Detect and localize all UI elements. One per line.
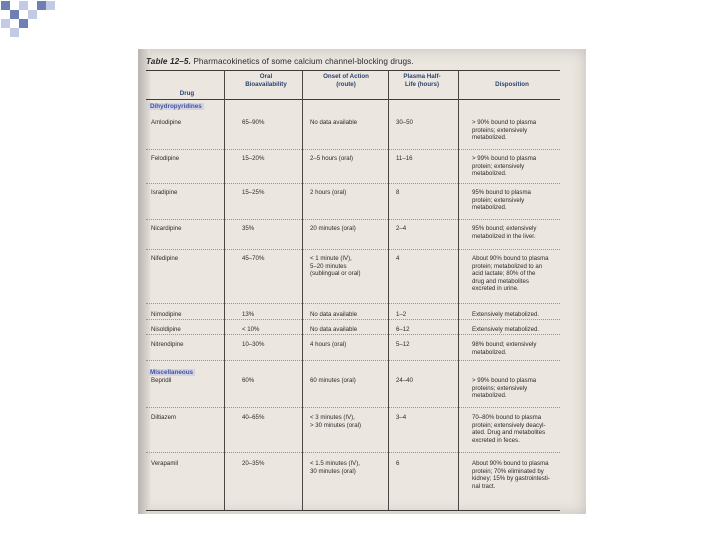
- cell-disp-line: > 99% bound to plasma: [472, 377, 537, 384]
- header-rule: [146, 99, 560, 100]
- cell-half: [396, 311, 456, 319]
- row-divider: [146, 303, 560, 304]
- cell-disp: [472, 119, 572, 142]
- cell-bio: [242, 189, 302, 197]
- cell-disp-line: protein; extensively: [472, 162, 525, 170]
- cell-bio: [242, 255, 302, 263]
- corner-square: [10, 10, 19, 19]
- cell-drug: [151, 119, 229, 127]
- row-divider: [146, 407, 560, 408]
- cell-disp: [472, 377, 572, 400]
- cell-onset: [310, 119, 390, 127]
- cell-bio: [242, 460, 302, 468]
- cell-half-line: 30–50: [396, 119, 413, 126]
- cell-disp: [472, 311, 572, 319]
- cell-drug: [151, 255, 229, 263]
- cell-disp-line: 95% bound to plasma: [472, 189, 531, 196]
- cell-bio-line: 40–65%: [242, 414, 265, 421]
- cell-onset: [310, 189, 390, 197]
- cell-disp-line: acid lactate; 80% of the: [472, 270, 536, 277]
- cell-disp-line: Extensively metabolized.: [472, 326, 540, 333]
- row-divider: [146, 334, 560, 335]
- cell-drug-line: Nisoldipine: [151, 326, 181, 333]
- corner-square: [19, 1, 28, 10]
- row-divider: [146, 249, 560, 250]
- cell-bio: [242, 326, 302, 334]
- cell-onset-line: 60 minutes (oral): [310, 377, 356, 384]
- header-drug: [152, 90, 222, 98]
- corner-square: [28, 10, 37, 19]
- cell-half-line: 3–4: [396, 414, 407, 421]
- cell-half-line: 4: [396, 255, 400, 262]
- cell-onset-line: No data available: [310, 326, 358, 333]
- cell-onset: [310, 255, 390, 278]
- cell-bio: [242, 155, 302, 163]
- header-onset-line: (route): [336, 81, 356, 88]
- cell-disp-line: proteins; extensively: [472, 126, 528, 134]
- cell-onset-line: 2 hours (oral): [310, 189, 347, 196]
- cell-bio: [242, 414, 302, 422]
- cell-disp-line: About 90% bound to plasma: [472, 460, 549, 467]
- cell-bio-line: 10–30%: [242, 341, 265, 348]
- cell-half-line: 6–12: [396, 326, 410, 333]
- cell-bio: [242, 311, 302, 319]
- cell-onset: [310, 377, 390, 385]
- cell-drug: [151, 225, 229, 233]
- cell-disp: [472, 225, 572, 240]
- cell-onset-line: < 3 minutes (IV),: [310, 414, 355, 421]
- cell-bio-line: 60%: [242, 377, 255, 384]
- scanned-table-page: [138, 49, 586, 514]
- cell-half-line: 6: [396, 460, 400, 467]
- cell-half: [396, 155, 456, 163]
- cell-disp-line: 70–80% bound to plasma: [472, 414, 542, 421]
- cell-disp-line: protein; extensively deacyl-: [472, 421, 546, 429]
- cell-drug-line: Nimodipine: [151, 311, 182, 318]
- cell-half-line: 1–2: [396, 311, 407, 318]
- cell-disp-line: drug and metabolites: [472, 277, 529, 285]
- cell-onset-line: < 1 minute (IV),: [310, 255, 352, 262]
- cell-bio: [242, 119, 302, 127]
- cell-disp-line: metabolized in the liver.: [472, 232, 536, 240]
- cell-drug: [151, 326, 229, 334]
- cell-half: [396, 326, 456, 334]
- corner-square: [37, 1, 46, 10]
- header-bioavailability: [226, 73, 306, 89]
- cell-onset-line: 4 hours (oral): [310, 341, 347, 348]
- cell-disp-line: About 90% bound to plasma: [472, 255, 549, 262]
- cell-bio-line: 45–70%: [242, 255, 265, 262]
- cell-onset: [310, 225, 390, 233]
- cell-half-line: 2–4: [396, 225, 407, 232]
- cell-onset: [310, 311, 390, 319]
- cell-onset-line: < 1.5 minutes (IV),: [310, 460, 360, 467]
- cell-bio-line: 20–35%: [242, 460, 265, 467]
- cell-bio: [242, 341, 302, 349]
- cell-drug-line: Bepridil: [151, 377, 172, 384]
- cell-half-line: 5–12: [396, 341, 410, 348]
- cell-bio-line: 15–20%: [242, 155, 265, 162]
- cell-half: [396, 225, 456, 233]
- cell-onset-line: No data available: [310, 119, 358, 126]
- cell-drug-line: Verapamil: [151, 460, 179, 467]
- cell-disp-line: kidney; 15% by gastrointesti-: [472, 475, 550, 482]
- header-onset: [303, 73, 389, 89]
- cell-disp: [472, 414, 572, 444]
- cell-bio-line: 35%: [242, 225, 255, 232]
- header-disp-line: Disposition: [495, 81, 529, 88]
- column-divider: [388, 70, 389, 510]
- row-divider: [146, 149, 560, 150]
- category-label: Dihydropyridines: [150, 103, 202, 110]
- column-divider: [458, 70, 459, 510]
- cell-disp: [472, 341, 572, 356]
- cell-disp-line: > 99% bound to plasma: [472, 155, 537, 162]
- cell-disp-line: metabolized.: [472, 134, 507, 141]
- row-divider: [146, 183, 560, 184]
- cell-onset-line: 30 minutes (oral): [310, 467, 356, 475]
- cell-drug: [151, 311, 229, 319]
- row-divider: [146, 360, 560, 361]
- cell-drug: [151, 341, 229, 349]
- cell-half: [396, 377, 456, 385]
- cell-half: [396, 414, 456, 422]
- cell-drug-line: Isradipine: [151, 189, 178, 196]
- cell-disp-line: metabolized.: [472, 348, 507, 356]
- cell-disp: [472, 326, 572, 334]
- cell-half: [396, 119, 456, 127]
- cell-disp-line: protein; metabolized to an: [472, 262, 543, 270]
- cell-onset: [310, 155, 390, 163]
- cell-disp-line: excreted in feces.: [472, 436, 520, 444]
- header-bio-line: Oral: [259, 73, 273, 80]
- cell-bio-line: 15–25%: [242, 189, 265, 196]
- cell-disp: [472, 460, 572, 490]
- cell-half: [396, 189, 456, 197]
- header-disposition: [460, 81, 564, 89]
- cell-disp-line: protein; 70% eliminated by: [472, 467, 544, 475]
- cell-disp-line: metabolized.: [472, 392, 507, 399]
- header-onset-line: Onset of Action: [323, 73, 369, 80]
- cell-drug: [151, 414, 229, 422]
- corner-square: [10, 28, 19, 37]
- cell-disp-line: metabolized.: [472, 170, 507, 177]
- cell-disp-line: proteins; extensively: [472, 384, 528, 392]
- cell-drug-line: Diltiazem: [151, 414, 177, 421]
- cell-drug: [151, 189, 229, 197]
- cell-bio: [242, 377, 302, 385]
- cell-onset-line: 20 minutes (oral): [310, 225, 356, 232]
- cell-disp-line: metabolized.: [472, 204, 507, 211]
- cell-disp-line: ated. Drug and metabolites: [472, 429, 546, 436]
- cell-drug-line: Nifedipine: [151, 255, 179, 262]
- cell-onset-line: (sublingual or oral): [310, 270, 361, 277]
- corner-square: [1, 19, 10, 28]
- cell-half: [396, 341, 456, 349]
- cell-half-line: 8: [396, 189, 400, 196]
- header-half-line: Plasma Half-: [403, 73, 441, 80]
- cell-bio-line: 13%: [242, 311, 255, 318]
- cell-disp: [472, 155, 572, 178]
- cell-disp: [472, 255, 572, 293]
- corner-square: [1, 1, 10, 10]
- cell-half-line: 11–16: [396, 155, 413, 162]
- cell-half-line: 24–40: [396, 377, 413, 384]
- cell-drug-line: Amlodipine: [151, 119, 182, 126]
- header-half-life: [388, 73, 456, 89]
- cell-onset: [310, 326, 390, 334]
- header-drug-line: Drug: [179, 90, 195, 97]
- cell-onset: [310, 460, 390, 475]
- cell-onset-line: 2–5 hours (oral): [310, 155, 354, 162]
- cell-bio-line: < 10%: [242, 326, 260, 333]
- cell-disp-line: protein; extensively: [472, 196, 525, 204]
- cell-disp: [472, 189, 572, 212]
- row-divider: [146, 452, 560, 453]
- cell-half: [396, 255, 456, 263]
- caption-label: Table 12–5.: [146, 57, 191, 66]
- cell-half: [396, 460, 456, 468]
- cell-drug: [151, 460, 229, 468]
- cell-onset-line: 5–20 minutes: [310, 262, 347, 270]
- bottom-rule: [146, 510, 560, 511]
- cell-drug-line: Felodipine: [151, 155, 180, 162]
- cell-drug-line: Nicardipine: [151, 225, 182, 232]
- cell-onset: [310, 414, 390, 429]
- top-rule: [146, 70, 560, 71]
- cell-disp-line: Extensively metabolized.: [472, 311, 540, 318]
- header-bio-line: Bioavailability: [245, 81, 287, 88]
- cell-disp-line: nal tract.: [472, 482, 496, 490]
- cell-disp-line: > 90% bound to plasma: [472, 119, 537, 126]
- header-half-line: Life (hours): [404, 81, 440, 88]
- cell-disp-line: 95% bound; extensively: [472, 225, 537, 232]
- category-label: Miscellaneous: [150, 369, 194, 376]
- corner-square: [19, 19, 28, 28]
- cell-onset: [310, 341, 390, 349]
- column-divider: [224, 70, 225, 510]
- page-gutter-shadow: [138, 49, 150, 514]
- table-caption: [146, 57, 414, 66]
- cell-disp-line: excreted in urine.: [472, 285, 519, 292]
- cell-onset-line: > 30 minutes (oral): [310, 421, 361, 429]
- row-divider: [146, 319, 560, 320]
- column-divider: [302, 70, 303, 510]
- cell-bio: [242, 225, 302, 233]
- caption-text: Pharmacokinetics of some calcium channel-blocking drugs.: [193, 57, 414, 66]
- cell-bio-line: 65–90%: [242, 119, 265, 126]
- cell-drug-line: Nitrendipine: [151, 341, 184, 348]
- cell-onset-line: No data available: [310, 311, 358, 318]
- cell-disp-line: 98% bound; extensively: [472, 341, 537, 348]
- cell-drug: [151, 155, 229, 163]
- row-divider: [146, 219, 560, 220]
- cell-drug: [151, 377, 229, 385]
- corner-square: [46, 1, 55, 10]
